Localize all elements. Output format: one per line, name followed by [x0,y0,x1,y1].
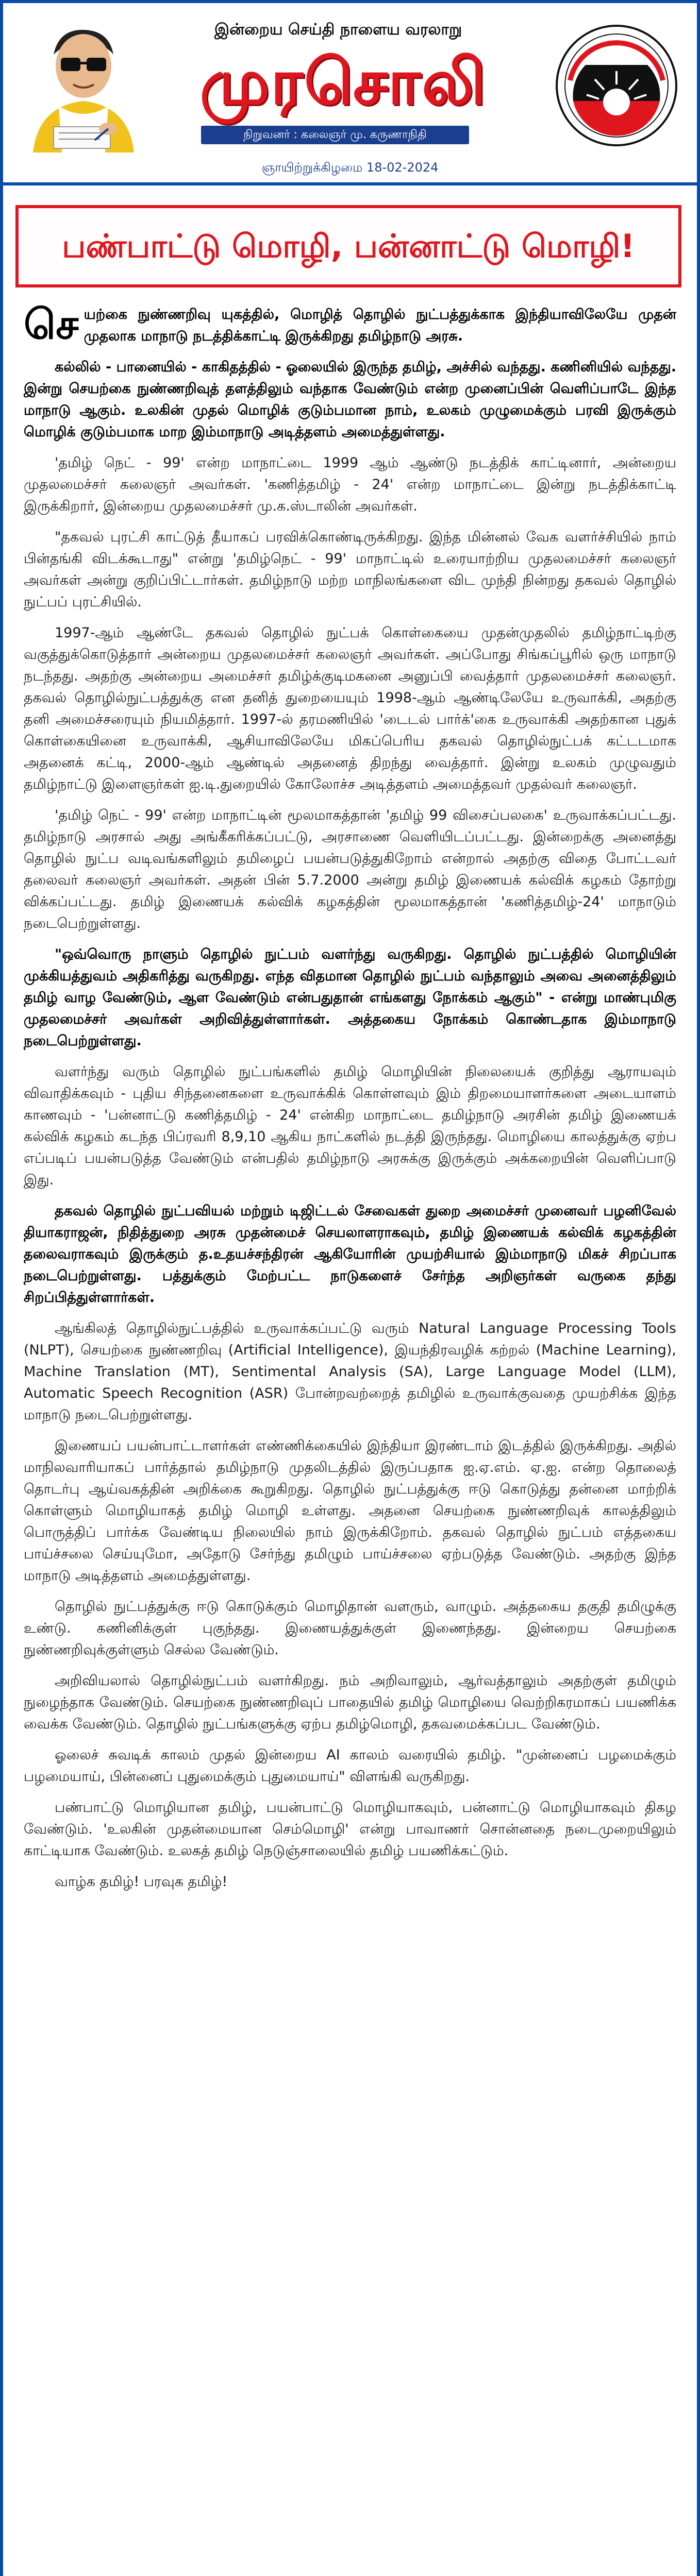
article-paragraph: பண்பாட்டு மொழியான தமிழ், பயன்பாட்டு மொழியாகவும், பன்னாட்டு மொழியாகவும் திகழ வேண்டும். 'உலகின் முதன்மையான செம்மொழி' என்று பாவாணர் சொன்னதை நடைமுறையிலும் காட்டியாக வேண்டும். உலகத் தமிழ் நெடுஞ்சாலையில் தமிழ் பயணிக்கட்டும். [24,1800,676,1859]
article-paragraph: கல்லில் - பானையில் - காகிதத்தில் - ஓலையில் இருந்த தமிழ், அச்சில் வந்தது. கணினியில் வந்தது. இன்று செயற்கை நுண்ணறிவுத் தளத்திலும் வந்தாக வேண்டும் என்ற முனைப்பின் வெளிப்பாடே இந்த மாநாடு ஆகும். உலகின் முதல் மொழிக் குடும்பமான நாம், உலகம் முழுமைக்கும் பரவி இருக்கும் மொழிக் குடும்பமாக மாற இம்மாநாடு அடித்தளம் அமைத்துள்ளது. [24,359,676,440]
masthead-divider [3,182,697,185]
drop-cap: செ [24,300,79,348]
article-paragraph: தொழில் நுட்பத்துக்கு ஈடு கொடுக்கும் மொழிதான் வளரும், வாழும். அத்தகைய தகுதி தமிழுக்கு உண்டு. கணினிக்குள் புகுந்தது. இணையத்துக்குள் இணைந்தது. இன்றைய செயற்கை நுண்ணறிவுக்குள்ளும் செல்ல வேண்டும். [24,1599,676,1658]
masthead-tagline: இன்றைய செய்தி நாளைய வரலாறு [214,21,462,39]
article-paragraph: 'தமிழ் நெட் - 99' என்ற மாநாட்டை 1999 ஆம் ஆண்டு நடத்திக் காட்டினார், அன்றைய முதலமைச்சர் கலைஞர் அவர்கள். 'கணித்தமிழ் - 24' என்ற மாநாட்டை இன்று நடத்திக்காட்டி இருக்கிறார், இன்றைய முதலமைச்சர் மு.க.ஸ்டாலின் அவர்கள். [24,455,676,514]
editorial-body [24,300,676,1902]
founder-portrait-icon [18,19,146,152]
article-paragraph: வளர்ந்து வரும் தொழில் நுட்பங்களில் தமிழ் மொழியின் நிலையைக் குறித்து ஆராயவும் விவாதிக்கவும் - புதிய சிந்தனைகளை உருவாக்கிக் கொள்ளவும் இம் திறமையாளர்களை அடையாளம் காணவும் - 'பன்னாட்டு கணித்தமிழ் - 24' என்கிற மாநாட்டை தமிழ்நாடு அரசின் தமிழ் இணையக் கல்விக் கழகம் கடந்த பிப்ரவரி 8,9,10 ஆகிய நாட்களில் நடத்தி இருந்தது. மொழியை காலத்துக்கு ஏற்ப எப்படிப் பயன்படுத்த வேண்டும் என்பதில் தமிழ்நாடு அரசுக்கு இருக்கும் அக்கறையின் வெளிப்பாடு இது. [24,1064,676,1188]
article-closing: வாழ்க தமிழ்! பரவுக தமிழ்! [55,1874,228,1890]
article-paragraph [24,300,676,348]
newspaper-brand: முரசொலி [199,45,487,118]
party-emblem-icon [555,24,678,147]
paragraph-text: யற்கை நுண்ணறிவு யுகத்தில், மொழித் தொழில் நுட்பத்துக்காக இந்தியாவிலேயே முதன் முதலாக மாநாடு நடத்திக்காட்டி இருக்கிறது தமிழ்நாடு அரசு. [84,307,676,344]
founder-credit: நிறுவனர் : கலைஞர் மு. கருணாநிதி [201,126,469,144]
article-paragraph: ஆங்கிலத் தொழில்நுட்பத்தில் உருவாக்கப்பட்டு வரும் Natural Language Processing Tools (NLPT), செயற்கை நுண்ணறிவு (Artificial Intelligence), இயந்திரவழிக் கற்றல் (Machine Learning), Machine Translation (MT), Sentimental Analysis (SA), Large Language Model (LLM), Automatic Speech Recognition (ASR) போன்றவற்றைத் தமிழில் உருவாக்குவதை முயற்சிக்க இந்த மாநாடு நடைபெற்றுள்ளது. [24,1320,676,1423]
editorial-headline: பண்பாட்டு மொழி, பன்னாட்டு மொழி! [62,227,635,265]
masthead [3,3,697,195]
headline-frame [15,205,681,287]
article-paragraph: "ஒவ்வொரு நாளும் தொழில் நுட்பம் வளர்ந்து வருகிறது. தொழில் நுட்பத்தில் மொழியின் முக்கியத்துவம் அதிகரித்து வருகிறது. எந்த விதமான தொழில் நுட்பம் வந்தாலும் அவை அனைத்திலும் தமிழ் வாழ வேண்டும், ஆள வேண்டும் என்பதுதான் எங்களது நோக்கம் ஆகும்" - என்று மாண்புமிகு முதலமைச்சர் அவர்கள் அறிவித்துள்ளார்கள். அத்தகைய நோக்கம் கொண்டதாக இம்மாநாடு நடைபெற்றுள்ளது. [24,946,676,1049]
publication-date: ஞாயிற்றுக்கிழமை 18-02-2024 [261,160,439,175]
article-paragraph: தகவல் தொழில் நுட்பவியல் மற்றும் டிஜிட்டல் சேவைகள் துறை அமைச்சர் முனைவர் பழனிவேல் தியாகராஜன், நிதித்துறை அரசு முதன்மைச் செயலாளராகவும், தமிழ் இணையக் கல்விக் கழகத்தின் தலைவராகவும் இருக்கும் த.உதயச்சந்திரன் ஆகியோரின் முயற்சியால் இம்மாநாடு மிகச் சிறப்பாக நடைபெற்றுள்ளது. பத்துக்கும் மேற்பட்ட நாடுகளைச் சேர்ந்த அறிஞர்கள் வருகை தந்து சிறப்பித்துள்ளார்கள். [24,1203,676,1306]
article-paragraph: ஓலைச் சுவடிக் காலம் முதல் இன்றைய AI காலம் வரையில் தமிழ். "முன்னைப் பழமைக்கும் பழமையாய், பின்னைப் புதுமைக்கும் புதுமையாய்" விளங்கி வருகிறது. [24,1747,676,1785]
article-paragraph: அறிவியலால் தொழில்நுட்பம் வளர்கிறது. நம் அறிவாலும், ஆர்வத்தாலும் அதற்குள் தமிழும் நுழைந்தாக வேண்டும். செயற்கை நுண்ணறிவுப் பாதையில் தமிழ் மொழியை வெற்றிகரமாகப் பயணிக்க வைக்க வேண்டும். தொழில் நுட்பங்களுக்கு ஏற்ப தமிழ்மொழி, தகவமைக்கப்பட வேண்டும். [24,1673,676,1732]
article-paragraph: இணையப் பயன்பாட்டாளர்கள் எண்ணிக்கையில் இந்தியா இரண்டாம் இடத்தில் இருக்கிறது. அதில் மாநிலவாரியாகப் பார்த்தால் தமிழ்நாடு முதலிடத்தில் இருப்பதாக ஐ.ஏ.எம். ஏ.ஐ. என்ற தொலைத் தொடர்பு ஆய்வகத்தின் அறிக்கை கூறுகிறது. தொழில் நுட்பத்துக்கு ஈடு கொடுத்து தன்னை மாற்றிக் கொள்ளும் மொழியாகத் தமிழ் மொழி உள்ளது. அதனை செயற்கை நுண்ணறிவுக் காலத்திலும் பொருத்திப் பார்க்க வேண்டிய நிலையில் நாம் இருக்கிறோம். தகவல் தொழில் நுட்பம் எத்தகைய பாய்ச்சலை செய்யுமோ, அதோடு சேர்ந்து தமிழும் பாய்ச்சலை ஏற்படுத்த வேண்டும். அதற்கு இந்த மாநாடு அடித்தளம் அமைத்துள்ளது. [24,1438,676,1584]
article-paragraph: 'தமிழ் நெட் - 99' என்ற மாநாட்டின் மூலமாகத்தான் 'தமிழ் 99 விசைப்பலகை' உருவாக்கப்பட்டது. தமிழ்நாடு அரசால் அது அங்கீகரிக்கப்பட்டு, அரசாணை வெளியிடப்பட்டது. இன்றைக்கு அனைத்து தொழில் நுட்ப வடிவங்களிலும் தமிழைப் பயன்படுத்துகிறோம் என்றால் அதற்கு விதை போட்டவர் தலைவர் கலைஞர் அவர்கள். அதன் பின் 5.7.2000 அன்று தமிழ் இணையக் கல்விக் கழகம் தோற்று விக்கப்பட்டது. தமிழ் இணையக் கல்விக் கழகத்தின் மூலமாகத்தான் 'கணித்தமிழ்-24' மாநாடும் நடைபெற்றுள்ளது. [24,807,676,931]
article-paragraph: "தகவல் புரட்சி காட்டுத் தீயாகப் பரவிக்கொண்டிருக்கிறது. இந்த மின்னல் வேக வளர்ச்சியில் நாம் பின்தங்கி விடக்கூடாது" என்று 'தமிழ்நெட் - 99' மாநாட்டில் உரையாற்றிய முதலமைச்சர் கலைஞர் அவர்கள் அன்று குறிப்பிட்டார்கள். தமிழ்நாடு மற்ற மாநிலங்களை விட முந்தி நின்றது தகவல் தொழில் நுட்பப் புரட்சியில். [24,529,676,610]
article-paragraph: 1997-ஆம் ஆண்டே தகவல் தொழில் நுட்பக் கொள்கையை முதன்முதலில் தமிழ்நாட்டிற்கு வகுத்துக்கொடுத்தார் அன்றைய முதலமைச்சர் கலைஞர் அவர்கள். அப்போது சிங்கப்பூரில் ஒரு மாநாடு நடந்தது. அதற்கு அன்றைய அமைச்சர் தமிழ்க்குடிமகனை அனுப்பி வைத்தார் முதலமைச்சர் கலைஞர். தகவல் தொழில்நுட்பத்துக்கு என தனித் துறையையும் 1998-ஆம் ஆண்டிலேயே உருவாக்கி, அதற்கு தனி அமைச்சரையும் நியமித்தார். 1997-ல் தரமணியில் 'டைடல் பார்க்'கை உருவாக்கி அதற்கான புதுக் கொள்கையினை உருவாக்கி, ஆசியாவிலேயே மிகப்பெரிய தகவல் தொழில்நுட்பக் கட்டடமாக அதனைக் கட்டி, 2000-ஆம் ஆண்டில் அதனைத் திறந்து வைத்தார். இன்று உலகம் முழுவதும் தமிழ்நாட்டு இளைஞர்கள் ஐ.டி.துறையில் கோலோச்ச அடித்தளம் அமைத்தவர் முதல்வர் கலைஞர். [24,625,676,792]
